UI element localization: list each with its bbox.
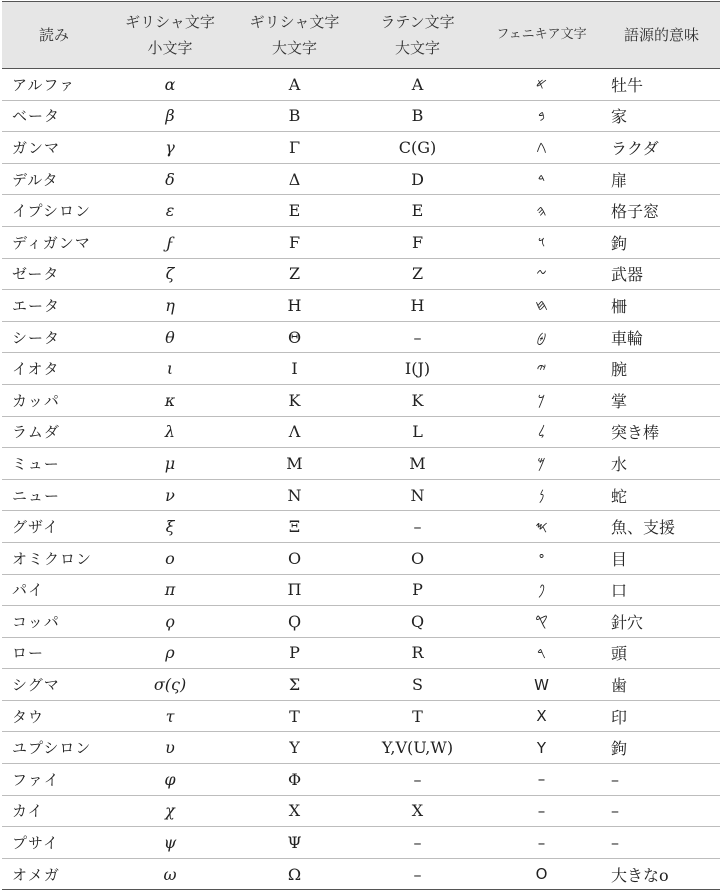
greek-lower-cell: μ bbox=[106, 448, 234, 480]
header-phoenician-label: フェニキア文字 bbox=[496, 27, 587, 42]
meaning-cell: 蛇 bbox=[603, 479, 720, 511]
header-latin-upper-line1: ラテン文字 bbox=[380, 13, 455, 31]
greek-upper-cell: Ρ bbox=[234, 637, 355, 669]
greek-lower-cell: ω bbox=[106, 858, 234, 890]
greek-upper-cell: Ϙ bbox=[234, 606, 355, 638]
phoenician-cell: W bbox=[480, 669, 603, 701]
meaning-cell: 牡牛 bbox=[603, 69, 720, 101]
header-greek-upper bbox=[234, 2, 355, 69]
phoenician-cell: 𐤆 bbox=[480, 258, 603, 290]
phoenician-cell: O bbox=[480, 858, 603, 890]
latin-cell: A bbox=[355, 69, 480, 101]
latin-cell: T bbox=[355, 700, 480, 732]
phoenician-cell: X bbox=[480, 700, 603, 732]
latin-cell: R bbox=[355, 637, 480, 669]
phoenician-cell: 𐤂 bbox=[480, 132, 603, 164]
reading-cell: パイ bbox=[2, 574, 106, 606]
phoenician-cell: – bbox=[480, 764, 603, 796]
greek-lower-cell: δ bbox=[106, 163, 234, 195]
reading-cell: コッパ bbox=[2, 606, 106, 638]
greek-lower-cell: π bbox=[106, 574, 234, 606]
table-row bbox=[2, 795, 720, 827]
table-row bbox=[2, 100, 720, 132]
table-row bbox=[2, 353, 720, 385]
meaning-cell: 水 bbox=[603, 448, 720, 480]
latin-cell: Q bbox=[355, 606, 480, 638]
table-body bbox=[2, 69, 720, 890]
reading-cell: タウ bbox=[2, 700, 106, 732]
phoenician-cell: – bbox=[480, 827, 603, 859]
meaning-cell: 格子窓 bbox=[603, 195, 720, 227]
greek-lower-cell: χ bbox=[106, 795, 234, 827]
meaning-cell: 突き棒 bbox=[603, 416, 720, 448]
greek-lower-cell: ϙ bbox=[106, 606, 234, 638]
greek-lower-cell: σ(ς) bbox=[106, 669, 234, 701]
table-row bbox=[2, 511, 720, 543]
latin-cell: I(J) bbox=[355, 353, 480, 385]
greek-upper-cell: Ϝ bbox=[234, 226, 355, 258]
greek-upper-cell: Ι bbox=[234, 353, 355, 385]
meaning-cell: ラクダ bbox=[603, 132, 720, 164]
table-row bbox=[2, 732, 720, 764]
greek-lower-cell: ξ bbox=[106, 511, 234, 543]
reading-cell: オミクロン bbox=[2, 542, 106, 574]
table-row bbox=[2, 606, 720, 638]
reading-cell: ディガンマ bbox=[2, 226, 106, 258]
meaning-cell: 家 bbox=[603, 100, 720, 132]
latin-cell: C(G) bbox=[355, 132, 480, 164]
latin-cell: – bbox=[355, 511, 480, 543]
phoenician-cell: 𐤋 bbox=[480, 416, 603, 448]
table-row bbox=[2, 669, 720, 701]
phoenician-cell: 𐤌 bbox=[480, 448, 603, 480]
greek-upper-cell: Χ bbox=[234, 795, 355, 827]
latin-cell: L bbox=[355, 416, 480, 448]
latin-cell: Z bbox=[355, 258, 480, 290]
greek-upper-cell: Γ bbox=[234, 132, 355, 164]
phoenician-cell: 𐤍 bbox=[480, 479, 603, 511]
latin-cell: – bbox=[355, 764, 480, 796]
latin-cell: – bbox=[355, 321, 480, 353]
greek-upper-cell: Δ bbox=[234, 163, 355, 195]
greek-upper-cell: Β bbox=[234, 100, 355, 132]
table-row bbox=[2, 132, 720, 164]
table-header bbox=[2, 2, 720, 69]
phoenician-cell: 𐤏 bbox=[480, 542, 603, 574]
greek-lower-cell: ε bbox=[106, 195, 234, 227]
greek-lower-cell: ϝ bbox=[106, 226, 234, 258]
phoenician-cell: 𐤇 bbox=[480, 290, 603, 322]
latin-cell: M bbox=[355, 448, 480, 480]
table-row bbox=[2, 448, 720, 480]
greek-lower-cell: α bbox=[106, 69, 234, 101]
latin-cell: – bbox=[355, 858, 480, 890]
reading-cell: デルタ bbox=[2, 163, 106, 195]
meaning-cell: 扉 bbox=[603, 163, 720, 195]
phoenician-cell: 𐤐 bbox=[480, 574, 603, 606]
greek-lower-cell: γ bbox=[106, 132, 234, 164]
meaning-cell: 針穴 bbox=[603, 606, 720, 638]
reading-cell: ロー bbox=[2, 637, 106, 669]
meaning-cell: – bbox=[603, 827, 720, 859]
phoenician-cell: 𐤊 bbox=[480, 384, 603, 416]
header-greek-upper-line2: 大文字 bbox=[271, 39, 317, 57]
greek-upper-cell: Υ bbox=[234, 732, 355, 764]
meaning-cell: 歯 bbox=[603, 669, 720, 701]
table-row bbox=[2, 290, 720, 322]
greek-upper-cell: Θ bbox=[234, 321, 355, 353]
greek-lower-cell: φ bbox=[106, 764, 234, 796]
header-greek-lower-line1: ギリシャ文字 bbox=[125, 13, 215, 31]
latin-cell: F bbox=[355, 226, 480, 258]
reading-cell: イプシロン bbox=[2, 195, 106, 227]
table-row bbox=[2, 479, 720, 511]
table-row bbox=[2, 163, 720, 195]
latin-cell: D bbox=[355, 163, 480, 195]
reading-cell: ラムダ bbox=[2, 416, 106, 448]
reading-cell: ガンマ bbox=[2, 132, 106, 164]
table-row bbox=[2, 574, 720, 606]
meaning-cell: 鉤 bbox=[603, 226, 720, 258]
header-row bbox=[2, 2, 720, 69]
greek-lower-cell: β bbox=[106, 100, 234, 132]
meaning-cell: – bbox=[603, 795, 720, 827]
greek-upper-cell: Ψ bbox=[234, 827, 355, 859]
phoenician-cell: 𐤀 bbox=[480, 69, 603, 101]
greek-upper-cell: Ο bbox=[234, 542, 355, 574]
meaning-cell: 頭 bbox=[603, 637, 720, 669]
table-row bbox=[2, 69, 720, 101]
greek-upper-cell: Σ bbox=[234, 669, 355, 701]
meaning-cell: 大きなo bbox=[603, 858, 720, 890]
meaning-cell: 掌 bbox=[603, 384, 720, 416]
reading-cell: グザイ bbox=[2, 511, 106, 543]
phoenician-cell: 𐤄 bbox=[480, 195, 603, 227]
phoenician-cell: Y bbox=[480, 732, 603, 764]
greek-upper-cell: Μ bbox=[234, 448, 355, 480]
reading-cell: ユプシロン bbox=[2, 732, 106, 764]
table-row bbox=[2, 258, 720, 290]
latin-cell: K bbox=[355, 384, 480, 416]
table-row bbox=[2, 321, 720, 353]
reading-cell: ベータ bbox=[2, 100, 106, 132]
meaning-cell: – bbox=[603, 764, 720, 796]
header-latin-upper-line2: 大文字 bbox=[394, 39, 440, 57]
greek-upper-cell: Ε bbox=[234, 195, 355, 227]
meaning-cell: 車輪 bbox=[603, 321, 720, 353]
header-meaning bbox=[603, 2, 720, 69]
reading-cell: シグマ bbox=[2, 669, 106, 701]
header-phoenician bbox=[480, 2, 603, 69]
greek-upper-cell: Λ bbox=[234, 416, 355, 448]
phoenician-cell: 𐤎 bbox=[480, 511, 603, 543]
meaning-cell: 印 bbox=[603, 700, 720, 732]
meaning-cell: 口 bbox=[603, 574, 720, 606]
reading-cell: イオタ bbox=[2, 353, 106, 385]
meaning-cell: 柵 bbox=[603, 290, 720, 322]
phoenician-cell: 𐤃 bbox=[480, 163, 603, 195]
greek-upper-cell: Φ bbox=[234, 764, 355, 796]
reading-cell: ゼータ bbox=[2, 258, 106, 290]
latin-cell: B bbox=[355, 100, 480, 132]
phoenician-cell: – bbox=[480, 795, 603, 827]
latin-cell: Y,V(U,W) bbox=[355, 732, 480, 764]
header-reading-label: 読み bbox=[38, 26, 69, 44]
latin-cell: S bbox=[355, 669, 480, 701]
latin-cell: N bbox=[355, 479, 480, 511]
reading-cell: プサイ bbox=[2, 827, 106, 859]
table-row bbox=[2, 637, 720, 669]
greek-upper-cell: Η bbox=[234, 290, 355, 322]
meaning-cell: 武器 bbox=[603, 258, 720, 290]
alphabet-table bbox=[2, 1, 720, 890]
greek-lower-cell: ι bbox=[106, 353, 234, 385]
phoenician-cell: 𐤒 bbox=[480, 606, 603, 638]
greek-lower-cell: ψ bbox=[106, 827, 234, 859]
header-greek-upper-line1: ギリシャ文字 bbox=[249, 13, 340, 31]
table-row bbox=[2, 542, 720, 574]
reading-cell: シータ bbox=[2, 321, 106, 353]
table-row bbox=[2, 416, 720, 448]
meaning-cell: 鉤 bbox=[603, 732, 720, 764]
phoenician-cell: 𐤈 bbox=[480, 321, 603, 353]
reading-cell: エータ bbox=[2, 290, 106, 322]
table-row bbox=[2, 764, 720, 796]
phoenician-cell: 𐤅 bbox=[480, 226, 603, 258]
greek-lower-cell: η bbox=[106, 290, 234, 322]
reading-cell: ニュー bbox=[2, 479, 106, 511]
meaning-cell: 魚、支援 bbox=[603, 511, 720, 543]
table-row bbox=[2, 195, 720, 227]
reading-cell: オメガ bbox=[2, 858, 106, 890]
greek-lower-cell: ο bbox=[106, 542, 234, 574]
table-row bbox=[2, 858, 720, 890]
meaning-cell: 腕 bbox=[603, 353, 720, 385]
latin-cell: X bbox=[355, 795, 480, 827]
reading-cell: カッパ bbox=[2, 384, 106, 416]
reading-cell: ファイ bbox=[2, 764, 106, 796]
phoenician-cell: 𐤁 bbox=[480, 100, 603, 132]
latin-cell: O bbox=[355, 542, 480, 574]
greek-lower-cell: ζ bbox=[106, 258, 234, 290]
reading-cell: カイ bbox=[2, 795, 106, 827]
greek-lower-cell: ν bbox=[106, 479, 234, 511]
header-reading bbox=[2, 2, 106, 69]
meaning-cell: 目 bbox=[603, 542, 720, 574]
latin-cell: – bbox=[355, 827, 480, 859]
greek-lower-cell: ρ bbox=[106, 637, 234, 669]
greek-lower-cell: υ bbox=[106, 732, 234, 764]
greek-upper-cell: Ν bbox=[234, 479, 355, 511]
phoenician-cell: 𐤓 bbox=[480, 637, 603, 669]
header-latin-upper bbox=[355, 2, 480, 69]
latin-cell: E bbox=[355, 195, 480, 227]
greek-upper-cell: Τ bbox=[234, 700, 355, 732]
phoenician-cell: 𐤉 bbox=[480, 353, 603, 385]
greek-lower-cell: θ bbox=[106, 321, 234, 353]
greek-upper-cell: Π bbox=[234, 574, 355, 606]
latin-cell: H bbox=[355, 290, 480, 322]
header-meaning-label: 語源的意味 bbox=[623, 26, 699, 44]
greek-lower-cell: λ bbox=[106, 416, 234, 448]
greek-upper-cell: Ω bbox=[234, 858, 355, 890]
table-row bbox=[2, 827, 720, 859]
greek-upper-cell: Κ bbox=[234, 384, 355, 416]
table-row bbox=[2, 700, 720, 732]
table-row bbox=[2, 384, 720, 416]
greek-lower-cell: τ bbox=[106, 700, 234, 732]
latin-cell: P bbox=[355, 574, 480, 606]
greek-upper-cell: Α bbox=[234, 69, 355, 101]
header-greek-lower bbox=[106, 2, 234, 69]
greek-lower-cell: κ bbox=[106, 384, 234, 416]
greek-upper-cell: Ξ bbox=[234, 511, 355, 543]
greek-upper-cell: Ζ bbox=[234, 258, 355, 290]
table-row bbox=[2, 226, 720, 258]
reading-cell: ミュー bbox=[2, 448, 106, 480]
reading-cell: アルファ bbox=[2, 69, 106, 101]
header-greek-lower-line2: 小文字 bbox=[147, 39, 193, 57]
